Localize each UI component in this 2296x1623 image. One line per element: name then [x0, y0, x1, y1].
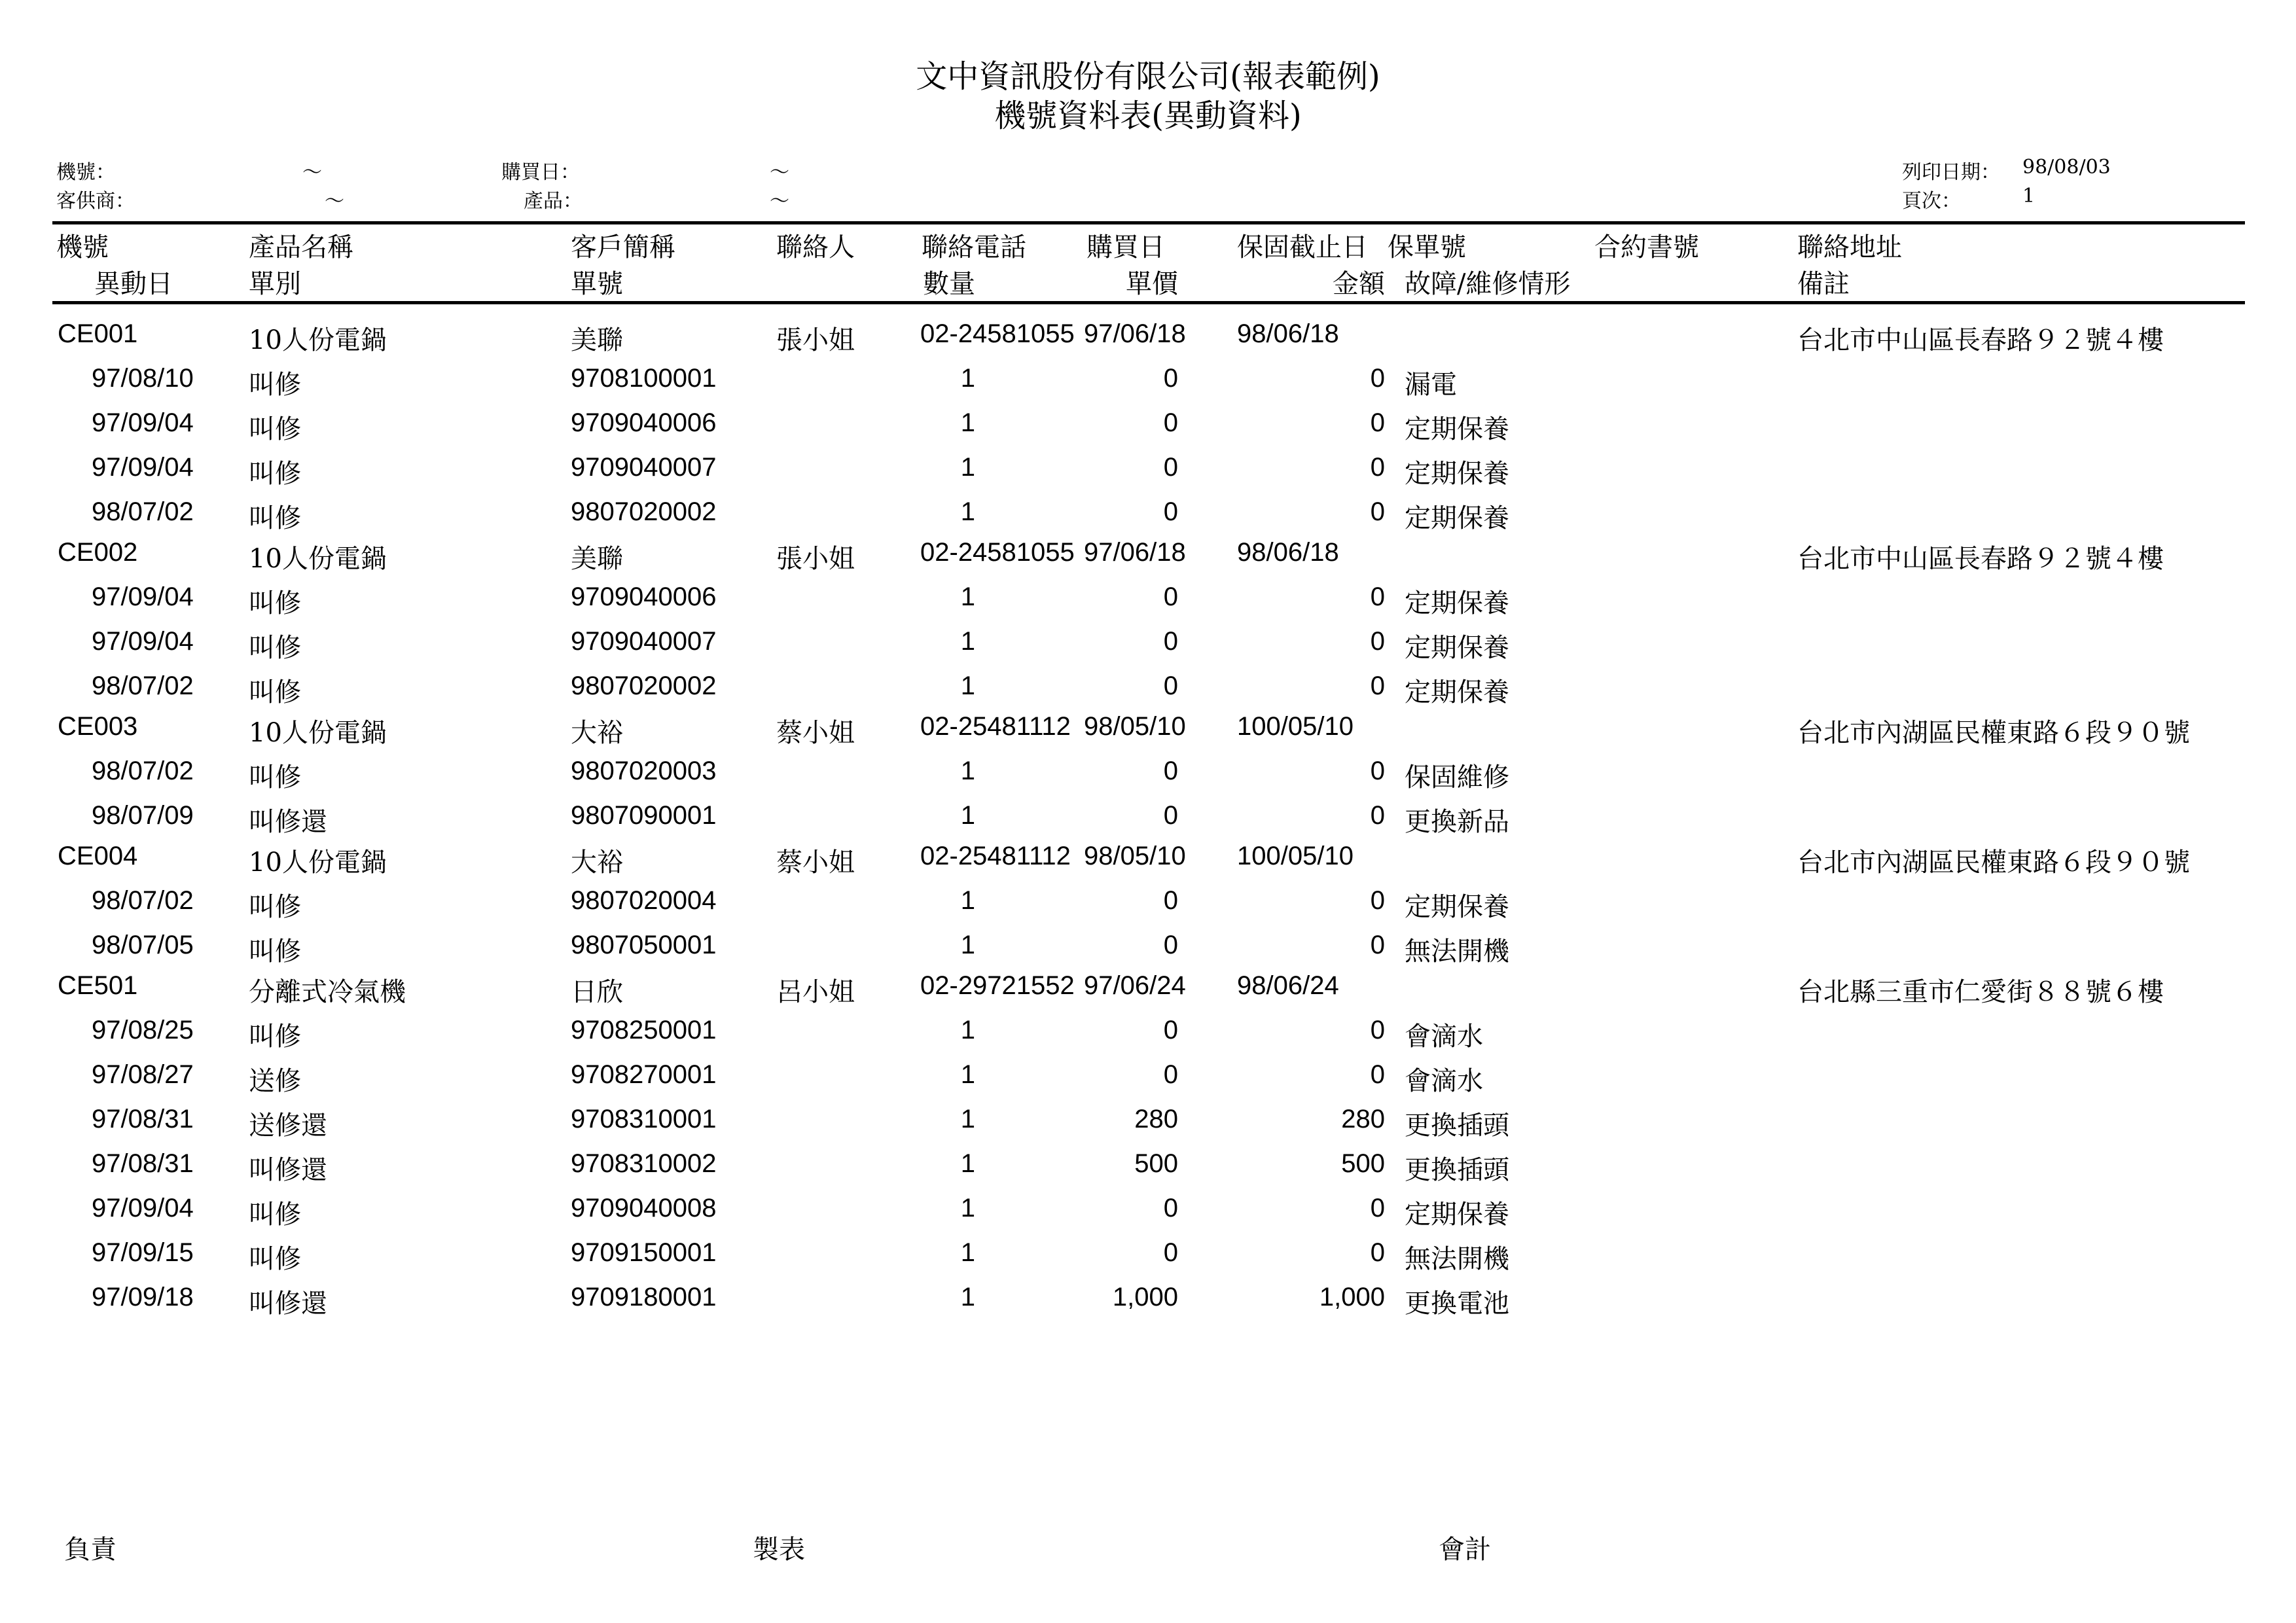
record-row: [0, 1238, 2296, 1277]
record-fault: 定期保養: [1405, 588, 1509, 618]
page-number: 1: [2022, 185, 2036, 207]
record-date: 97/08/10: [92, 364, 194, 393]
warranty-end-date: 98/06/18: [1237, 319, 1339, 348]
record-qty: 1: [960, 931, 975, 959]
record-row: [0, 801, 2296, 840]
record-fault: 定期保養: [1405, 633, 1509, 663]
record-row: [0, 1105, 2296, 1144]
machine-range: ～: [302, 161, 322, 184]
record-unit-price: 280: [1134, 1105, 1178, 1133]
record-type: 叫修還: [249, 1289, 327, 1319]
record-doc-no: 9709150001: [571, 1238, 717, 1267]
record-qty: 1: [960, 1105, 975, 1133]
record-doc-no: 9709040008: [571, 1194, 717, 1222]
record-row: [0, 931, 2296, 970]
record-amount: 0: [1370, 1238, 1385, 1267]
record-row: [0, 1149, 2296, 1188]
record-type: 叫修: [249, 370, 301, 400]
record-fault: 定期保養: [1405, 892, 1509, 922]
header-bottom-rule: [52, 301, 2245, 304]
col-product-name: 產品名稱: [249, 232, 353, 262]
record-date: 98/07/02: [92, 497, 194, 526]
record-row: [0, 1016, 2296, 1055]
record-unit-price: 0: [1163, 801, 1178, 830]
record-fault: 定期保養: [1405, 459, 1509, 489]
record-unit-price: 1,000: [1112, 1283, 1178, 1311]
record-date: 97/09/04: [92, 627, 194, 656]
record-date: 98/07/09: [92, 801, 194, 830]
record-row: [0, 886, 2296, 925]
product-name: 10人份電鍋: [249, 718, 387, 748]
contact-phone: 02-25481112: [920, 712, 1071, 741]
customer-name: 美聯: [571, 544, 623, 574]
record-fault: 定期保養: [1405, 1200, 1509, 1230]
record-type: 叫修: [249, 1022, 301, 1052]
record-doc-no: 9807020002: [571, 671, 717, 700]
record-row: [0, 582, 2296, 622]
record-row: [0, 1194, 2296, 1233]
record-doc-no: 9709040007: [571, 453, 717, 482]
page-label: 頁次：: [1902, 190, 1961, 213]
record-date: 97/09/04: [92, 453, 194, 482]
customer-name: 日欣: [571, 977, 623, 1007]
record-amount: 0: [1370, 453, 1385, 482]
purchase-date: 98/05/10: [1084, 842, 1186, 870]
record-unit-price: 0: [1163, 1016, 1178, 1044]
record-fault: 會滴水: [1405, 1066, 1483, 1096]
contact-address: 台北市中山區長春路９２號４樓: [1797, 544, 2164, 574]
record-type: 叫修: [249, 892, 301, 922]
record-date: 97/08/31: [92, 1105, 194, 1133]
record-type: 叫修: [249, 677, 301, 707]
record-fault: 會滴水: [1405, 1022, 1483, 1052]
record-doc-no: 9708310002: [571, 1149, 717, 1178]
record-type: 叫修: [249, 503, 301, 533]
record-doc-no: 9807020004: [571, 886, 717, 915]
record-fault: 更換插頭: [1405, 1155, 1509, 1185]
record-fault: 保固維修: [1405, 762, 1509, 793]
record-row: [0, 453, 2296, 492]
record-type: 叫修: [249, 1200, 301, 1230]
record-doc-no: 9807090001: [571, 801, 717, 830]
record-amount: 0: [1370, 671, 1385, 700]
record-qty: 1: [960, 408, 975, 437]
contact-person: 張小姐: [776, 325, 855, 355]
record-qty: 1: [960, 627, 975, 656]
record-qty: 1: [960, 1283, 975, 1311]
record-type: 送修: [249, 1066, 301, 1096]
record-doc-no: 9708310001: [571, 1105, 717, 1133]
contact-person: 蔡小姐: [776, 718, 855, 748]
purchase-date: 97/06/24: [1084, 971, 1186, 1000]
machine-row: [0, 842, 2296, 881]
contact-address: 台北縣三重市仁愛街８８號６樓: [1797, 977, 2164, 1007]
contact-phone: 02-24581055: [920, 319, 1075, 348]
col-doc-no: 單號: [571, 269, 623, 299]
product-name: 10人份電鍋: [249, 544, 387, 574]
record-date: 97/09/04: [92, 408, 194, 437]
record-fault: 更換插頭: [1405, 1111, 1509, 1141]
record-type: 叫修: [249, 762, 301, 793]
col-contract-no: 合約書號: [1594, 232, 1699, 262]
supplier-range: ～: [325, 190, 344, 213]
col-amount: 金額: [1333, 269, 1385, 299]
record-row: [0, 408, 2296, 448]
record-amount: 280: [1341, 1105, 1385, 1133]
record-type: 叫修: [249, 459, 301, 489]
record-unit-price: 0: [1163, 497, 1178, 526]
record-row: [0, 364, 2296, 403]
record-amount: 0: [1370, 931, 1385, 959]
record-row: [0, 1060, 2296, 1099]
record-type: 送修還: [249, 1111, 327, 1141]
sign-prepared: 製表: [753, 1535, 805, 1565]
col-fault: 故障/維修情形: [1405, 269, 1571, 299]
record-qty: 1: [960, 453, 975, 482]
record-fault: 定期保養: [1405, 414, 1509, 444]
record-doc-no: 9708100001: [571, 364, 717, 393]
record-date: 97/09/15: [92, 1238, 194, 1267]
record-date: 97/08/25: [92, 1016, 194, 1044]
record-fault: 定期保養: [1405, 677, 1509, 707]
contact-address: 台北市內湖區民權東路６段９０號: [1797, 847, 2190, 878]
sign-accounting: 會計: [1439, 1535, 1491, 1565]
record-amount: 0: [1370, 1194, 1385, 1222]
record-type: 叫修: [249, 588, 301, 618]
record-doc-no: 9709040007: [571, 627, 717, 656]
record-qty: 1: [960, 497, 975, 526]
record-date: 97/08/27: [92, 1060, 194, 1089]
product-name: 分離式冷氣機: [249, 977, 406, 1007]
product-label: 產品：: [524, 190, 583, 213]
purchase-label: 購買日：: [501, 161, 580, 184]
record-date: 98/07/02: [92, 671, 194, 700]
record-fault: 無法開機: [1405, 1244, 1509, 1274]
col-purchase-date: 購買日: [1086, 232, 1165, 262]
contact-phone: 02-25481112: [920, 842, 1071, 870]
record-row: [0, 627, 2296, 666]
record-qty: 1: [960, 364, 975, 393]
col-unit-price: 單價: [1126, 269, 1178, 299]
record-unit-price: 0: [1163, 453, 1178, 482]
record-doc-no: 9807050001: [571, 931, 717, 959]
record-qty: 1: [960, 757, 975, 785]
record-doc-no: 9708250001: [571, 1016, 717, 1044]
record-amount: 0: [1370, 757, 1385, 785]
record-amount: 1,000: [1319, 1283, 1385, 1311]
record-amount: 0: [1370, 801, 1385, 830]
col-doc-type: 單別: [249, 269, 301, 299]
record-unit-price: 500: [1134, 1149, 1178, 1178]
record-row: [0, 497, 2296, 537]
record-amount: 0: [1370, 1060, 1385, 1089]
warranty-end-date: 100/05/10: [1237, 842, 1354, 870]
customer-name: 美聯: [571, 325, 623, 355]
machine-no: CE004: [58, 842, 138, 870]
machine-no: CE501: [58, 971, 138, 1000]
record-type: 叫修還: [249, 1155, 327, 1185]
record-doc-no: 9807020003: [571, 757, 717, 785]
warranty-end-date: 100/05/10: [1237, 712, 1354, 741]
col-machine-no: 機號: [56, 232, 109, 262]
record-doc-no: 9709040006: [571, 408, 717, 437]
record-type: 叫修還: [249, 807, 327, 837]
contact-phone: 02-24581055: [920, 538, 1075, 567]
record-qty: 1: [960, 582, 975, 611]
record-doc-no: 9709040006: [571, 582, 717, 611]
record-qty: 1: [960, 1016, 975, 1044]
record-amount: 0: [1370, 627, 1385, 656]
record-amount: 0: [1370, 408, 1385, 437]
record-unit-price: 0: [1163, 886, 1178, 915]
record-qty: 1: [960, 1238, 975, 1267]
record-unit-price: 0: [1163, 364, 1178, 393]
col-customer: 客戶簡稱: [571, 232, 675, 262]
record-unit-price: 0: [1163, 627, 1178, 656]
record-date: 97/09/04: [92, 1194, 194, 1222]
machine-label: 機號：: [56, 161, 115, 184]
record-unit-price: 0: [1163, 1238, 1178, 1267]
print-date-label: 列印日期：: [1902, 161, 2000, 184]
record-unit-price: 0: [1163, 757, 1178, 785]
record-amount: 0: [1370, 582, 1385, 611]
record-unit-price: 0: [1163, 931, 1178, 959]
col-change-date: 異動日: [94, 269, 173, 299]
report-subtitle: 機號資料表(異動資料): [994, 98, 1302, 134]
company-title: 文中資訊股份有限公司(報表範例): [916, 58, 1380, 95]
machine-no: CE003: [58, 712, 138, 741]
record-doc-no: 9807020002: [571, 497, 717, 526]
purchase-date: 98/05/10: [1084, 712, 1186, 741]
record-qty: 1: [960, 1060, 975, 1089]
purchase-range: ～: [770, 161, 789, 184]
col-address: 聯絡地址: [1797, 232, 1902, 262]
record-fault: 漏電: [1405, 370, 1457, 400]
record-amount: 0: [1370, 1016, 1385, 1044]
machine-no: CE002: [58, 538, 138, 567]
record-type: 叫修: [249, 414, 301, 444]
record-unit-price: 0: [1163, 671, 1178, 700]
record-qty: 1: [960, 1149, 975, 1178]
machine-row: [0, 538, 2296, 577]
record-amount: 500: [1341, 1149, 1385, 1178]
customer-name: 大裕: [571, 718, 623, 748]
record-fault: 更換新品: [1405, 807, 1509, 837]
col-qty: 數量: [923, 269, 975, 299]
contact-address: 台北市中山區長春路９２號４樓: [1797, 325, 2164, 355]
contact-person: 呂小姐: [776, 977, 855, 1007]
record-amount: 0: [1370, 364, 1385, 393]
contact-phone: 02-29721552: [920, 971, 1075, 1000]
contact-person: 蔡小姐: [776, 847, 855, 878]
warranty-end-date: 98/06/24: [1237, 971, 1339, 1000]
record-qty: 1: [960, 801, 975, 830]
col-phone: 聯絡電話: [922, 232, 1026, 262]
record-qty: 1: [960, 671, 975, 700]
record-date: 97/09/04: [92, 582, 194, 611]
customer-name: 大裕: [571, 847, 623, 878]
print-date: 98/08/03: [2022, 156, 2111, 179]
record-fault: 無法開機: [1405, 936, 1509, 967]
col-warranty-end: 保固截止日: [1237, 232, 1368, 262]
col-contact: 聯絡人: [776, 232, 855, 262]
machine-row: [0, 319, 2296, 359]
purchase-date: 97/06/18: [1084, 538, 1186, 567]
record-date: 98/07/02: [92, 886, 194, 915]
record-type: 叫修: [249, 633, 301, 663]
purchase-date: 97/06/18: [1084, 319, 1186, 348]
record-row: [0, 671, 2296, 711]
record-date: 97/08/31: [92, 1149, 194, 1178]
record-date: 98/07/05: [92, 931, 194, 959]
record-unit-price: 0: [1163, 408, 1178, 437]
contact-address: 台北市內湖區民權東路６段９０號: [1797, 718, 2190, 748]
supplier-label: 客供商：: [56, 190, 135, 213]
col-remark: 備註: [1797, 269, 1850, 299]
col-warranty-no: 保單號: [1388, 232, 1466, 262]
record-date: 98/07/02: [92, 757, 194, 785]
record-qty: 1: [960, 886, 975, 915]
record-doc-no: 9709180001: [571, 1283, 717, 1311]
record-doc-no: 9708270001: [571, 1060, 717, 1089]
record-unit-price: 0: [1163, 1194, 1178, 1222]
record-fault: 定期保養: [1405, 503, 1509, 533]
record-type: 叫修: [249, 936, 301, 967]
sign-responsible: 負責: [64, 1535, 117, 1565]
record-unit-price: 0: [1163, 1060, 1178, 1089]
machine-no: CE001: [58, 319, 138, 348]
record-amount: 0: [1370, 886, 1385, 915]
record-date: 97/09/18: [92, 1283, 194, 1311]
machine-row: [0, 971, 2296, 1010]
record-amount: 0: [1370, 497, 1385, 526]
record-qty: 1: [960, 1194, 975, 1222]
record-unit-price: 0: [1163, 582, 1178, 611]
contact-person: 張小姐: [776, 544, 855, 574]
product-range: ～: [770, 190, 789, 213]
product-name: 10人份電鍋: [249, 847, 387, 878]
machine-row: [0, 712, 2296, 751]
product-name: 10人份電鍋: [249, 325, 387, 355]
header-top-rule: [52, 221, 2245, 224]
record-type: 叫修: [249, 1244, 301, 1274]
record-fault: 更換電池: [1405, 1289, 1509, 1319]
record-row: [0, 757, 2296, 796]
warranty-end-date: 98/06/18: [1237, 538, 1339, 567]
record-row: [0, 1283, 2296, 1322]
